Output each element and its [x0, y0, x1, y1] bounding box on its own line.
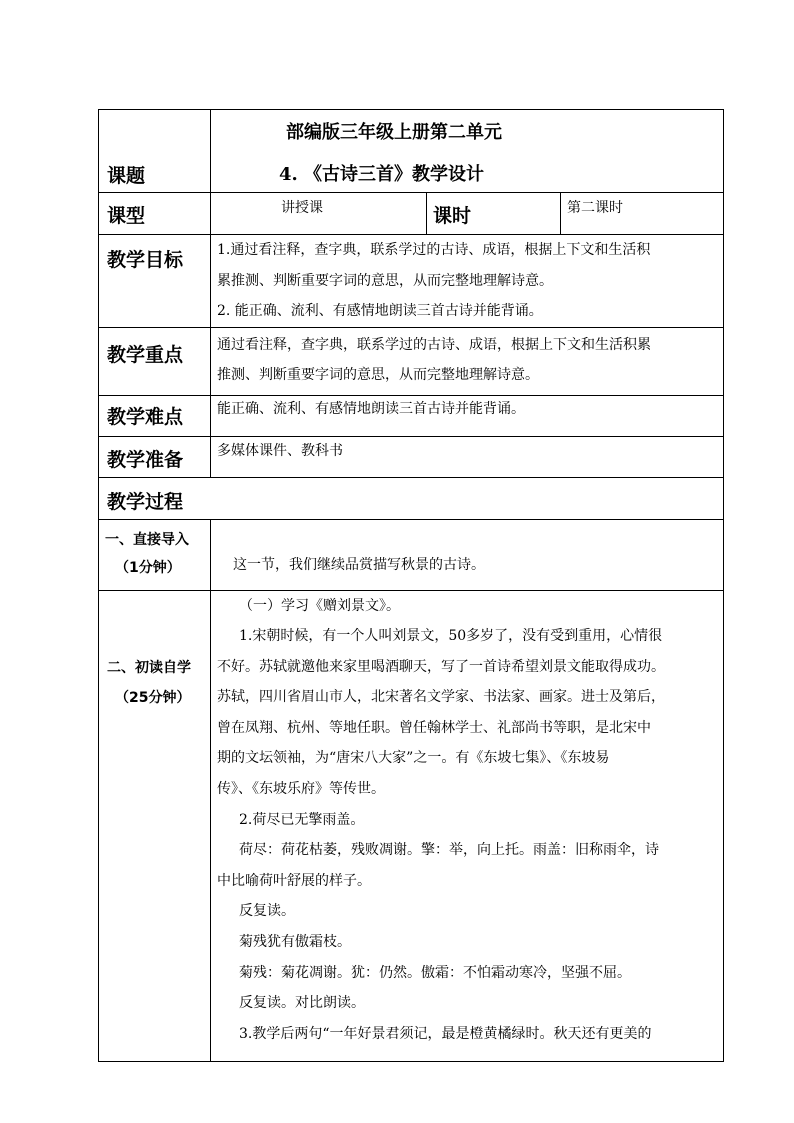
process-cell — [99, 477, 724, 519]
row-title — [99, 110, 724, 193]
step2-label-line-2: （25分钟） — [115, 689, 191, 706]
row-objectives — [99, 235, 724, 328]
row-difficulties — [99, 395, 724, 436]
type-label: 课型 — [107, 205, 146, 227]
preparation-text: 多媒体课件、教科书 — [217, 442, 343, 459]
step2-line: 1.宋朝时候，有一个人叫刘景文，50多岁了，没有受到重用，心情很 — [239, 628, 663, 645]
period-label: 课时 — [433, 205, 472, 227]
period-value-cell — [561, 193, 724, 235]
key-points-line: 推测、判断重要字词的意思，从而完整地理解诗意。 — [217, 367, 539, 383]
type-value: 讲授课 — [281, 200, 323, 216]
step2-line: 荷尽：荷花枯萎，残败凋谢。擎：举，向上托。雨盖：旧称雨伞，诗 — [239, 842, 659, 859]
key-points-line: 通过看注释，查字典，联系学过的古诗、成语，根据上下文和生活积累 — [217, 336, 651, 353]
difficulties-cell — [211, 395, 724, 436]
row-key-points — [99, 327, 724, 395]
difficulties-label-cell — [99, 395, 211, 436]
row-preparation — [99, 436, 724, 477]
row-type — [99, 193, 724, 235]
step2-line: 3.教学后两句“一年好景君须记，最是橙黄橘绿时。秋天还有更美的 — [239, 1025, 652, 1042]
process-label: 教学过程 — [107, 490, 184, 513]
objectives-line: 1.通过看注释，查字典，联系学过的古诗、成语，根据上下文和生活积 — [217, 242, 651, 258]
objectives-line: 2. 能正确、流利、有感情地朗读三首古诗并能背诵。 — [217, 303, 543, 319]
objectives-label-cell — [99, 235, 211, 328]
title-cell — [211, 110, 724, 193]
row-step-2 — [99, 590, 724, 1061]
preparation-label: 教学准备 — [107, 448, 184, 471]
step1-cell — [211, 519, 724, 590]
objectives-line: 累推测、判断重要字词的意思，从而完整地理解诗意。 — [217, 272, 553, 289]
key-points-cell — [211, 327, 724, 395]
lesson-plan-table — [98, 109, 724, 1062]
title-label: 课题 — [107, 165, 146, 187]
step2-line: 2.荷尽已无擎雨盖。 — [239, 811, 365, 828]
step2-line: 反复读。对比朗读。 — [239, 995, 365, 1012]
step1-label-line-1: 一、直接导入 — [105, 531, 189, 548]
type-value-cell — [211, 193, 427, 235]
title-line-2: 4. 《古诗三首》教学设计 — [279, 164, 485, 185]
step2-line: 菊残：菊花凋谢。犹：仍然。傲霜：不怕霜动寒冷，坚强不屈。 — [239, 964, 631, 981]
step2-line: 中比喻荷叶舒展的样子。 — [217, 872, 371, 889]
step1-text: 这一节，我们继续品赏描写秋景的古诗。 — [233, 556, 485, 573]
key-points-label: 教学重点 — [107, 343, 184, 366]
title-label-cell — [99, 110, 211, 193]
row-step-1 — [99, 519, 724, 590]
preparation-label-cell — [99, 436, 211, 477]
row-process — [99, 477, 724, 519]
difficulties-text: 能正确、流利、有感情地朗读三首古诗并能背诵。 — [217, 400, 525, 417]
title-line-1: 部编版三年级上册第二单元 — [286, 122, 502, 143]
step2-line: 传》、《东坡乐府》等传世。 — [217, 781, 385, 798]
step2-line: （一）学习《赠刘景文》。 — [239, 597, 400, 614]
objectives-cell — [211, 235, 724, 328]
step1-label-cell — [99, 519, 211, 590]
difficulties-label: 教学难点 — [107, 405, 184, 428]
type-label-cell — [99, 193, 211, 235]
step2-line: 不好。苏轼就邀他来家里喝酒聊天，写了一首诗希望刘景文能取得成功。 — [217, 658, 665, 675]
objectives-label: 教学目标 — [107, 249, 184, 271]
period-value: 第二课时 — [567, 200, 623, 216]
key-points-label-cell — [99, 327, 211, 395]
step2-cell — [211, 590, 724, 1061]
step2-line: 反复读。 — [239, 903, 295, 920]
step1-label-line-2: （1分钟） — [115, 559, 181, 576]
step2-line: 曾在凤翔、杭州、等地任职。曾任翰林学士、礼部尚书等职，是北宋中 — [217, 719, 651, 736]
period-label-cell — [427, 193, 561, 235]
step2-label-cell — [99, 590, 211, 1061]
preparation-cell — [211, 436, 724, 477]
step2-line: 期的文坛领袖，为“唐宋八大家”之一。有《东坡七集》、《东坡易 — [217, 750, 610, 767]
step2-label-line-1: 二、初读自学 — [107, 659, 191, 676]
step2-line: 菊残犹有傲霜枝。 — [239, 934, 351, 951]
step2-line: 苏轼，四川省眉山市人，北宋著名文学家、书法家、画家。进士及第后， — [217, 689, 665, 706]
